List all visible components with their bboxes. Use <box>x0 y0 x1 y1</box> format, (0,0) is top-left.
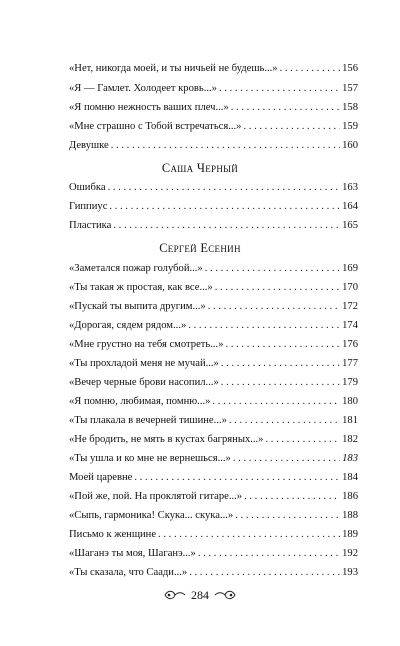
toc-title: «Заметался пожар голубой...» <box>69 263 203 274</box>
toc-entry <box>69 528 358 542</box>
toc-entry <box>69 262 358 276</box>
toc-entry <box>69 101 358 115</box>
toc-page: 169 <box>342 263 358 274</box>
toc-page: 186 <box>342 491 358 502</box>
toc-leader <box>189 566 340 580</box>
toc-entry <box>69 509 358 523</box>
toc-leader <box>221 376 340 390</box>
toc-title: Гиппиус <box>69 201 108 212</box>
toc-leader <box>226 338 341 352</box>
toc-title: «Я помню нежность ваших плеч...» <box>69 102 229 113</box>
toc-leader <box>158 528 340 542</box>
toc-title: «Ты ушла и ко мне не вернешься...» <box>69 453 231 464</box>
toc-page: 159 <box>342 121 358 132</box>
toc-leader <box>235 509 340 523</box>
toc-page: 170 <box>342 282 358 293</box>
toc-page: 174 <box>342 320 358 331</box>
toc-leader <box>113 219 340 233</box>
toc-entry <box>69 490 358 504</box>
toc-title: «Ты сказала, что Саади...» <box>69 567 188 578</box>
toc-leader <box>243 120 340 134</box>
toc-entry <box>69 300 358 314</box>
toc-leader <box>215 281 340 295</box>
toc-title: «Ты такая ж простая, как все...» <box>69 282 213 293</box>
toc-entry <box>69 395 358 409</box>
toc-title: «Пускай ты выпита другим...» <box>69 301 206 312</box>
toc-entry <box>69 200 358 214</box>
toc-page: 164 <box>342 201 358 212</box>
toc-page: 181 <box>342 415 358 426</box>
toc-leader <box>212 395 340 409</box>
toc-entry <box>69 338 358 352</box>
toc-title: «Ты прохладой меня не мучай...» <box>69 358 219 369</box>
toc-title: «Дорогая, сядем рядом...» <box>69 320 187 331</box>
toc-entry <box>69 433 358 447</box>
toc-leader <box>229 414 340 428</box>
toc-entry <box>69 281 358 295</box>
toc-title: «Я помню, любимая, помню...» <box>69 396 211 407</box>
toc-leader <box>280 62 341 76</box>
toc-entry <box>69 414 358 428</box>
toc-page: 179 <box>342 377 358 388</box>
toc-page: 177 <box>342 358 358 369</box>
toc-leader <box>233 452 340 466</box>
toc-leader <box>221 357 340 371</box>
toc-page: 163 <box>342 182 358 193</box>
section-heading-esenin: Сергей Есенин <box>159 241 241 255</box>
toc-title: Девушке <box>69 140 109 151</box>
toc-entry <box>69 319 358 333</box>
toc-title: «Пой же, пой. На проклятой гитаре...» <box>69 491 243 502</box>
toc-page: 158 <box>342 102 358 113</box>
toc-title: «Мне грустно на тебя смотреть...» <box>69 339 224 350</box>
toc-leader <box>205 262 340 276</box>
ornament-right-icon <box>213 589 237 601</box>
toc-page: 192 <box>342 548 358 559</box>
toc-page: 188 <box>342 510 358 521</box>
toc-entry <box>69 566 358 580</box>
toc-title: Моей царевне <box>69 472 133 483</box>
toc-entry <box>69 471 358 485</box>
toc-entry <box>69 62 358 76</box>
page-number: 284 <box>191 587 209 602</box>
toc-entry <box>69 357 358 371</box>
toc-title: Ошибка <box>69 182 106 193</box>
toc-leader <box>188 319 340 333</box>
toc-leader <box>198 547 340 561</box>
toc-title: Пластика <box>69 220 112 231</box>
toc-page: 189 <box>342 529 358 540</box>
toc-leader <box>108 181 341 195</box>
toc-entry <box>69 219 358 233</box>
toc-page: 160 <box>342 140 358 151</box>
toc-page: 183 <box>342 453 358 464</box>
toc-page: 180 <box>342 396 358 407</box>
toc-leader <box>265 433 340 447</box>
toc-title: Письмо к женщине <box>69 529 157 540</box>
toc-page: 193 <box>342 567 358 578</box>
toc-leader <box>111 139 340 153</box>
toc-entry <box>69 547 358 561</box>
toc-title: «Нет, никогда моей, и ты ничьей не будешь...» <box>69 63 278 74</box>
toc-title: «Мне страшно с Тобой встречаться...» <box>69 121 242 132</box>
toc-entry <box>69 452 358 466</box>
page-footer <box>0 587 400 603</box>
toc-leader <box>231 101 340 115</box>
toc-entry <box>69 139 358 153</box>
toc-page: 172 <box>342 301 358 312</box>
toc-page: 176 <box>342 339 358 350</box>
toc-entry <box>69 82 358 96</box>
toc-page: 182 <box>342 434 358 445</box>
toc-title: «Сыпь, гармоника! Скука... скука...» <box>69 510 234 521</box>
toc-leader <box>219 82 340 96</box>
toc-leader <box>244 490 340 504</box>
toc-page: 157 <box>342 83 358 94</box>
toc-entry <box>69 181 358 195</box>
toc-title: «Ты плакала в вечерней тишине...» <box>69 415 227 426</box>
toc-leader <box>208 300 340 314</box>
toc-title: «Вечер черные брови насопил...» <box>69 377 219 388</box>
toc-title: «Шаганэ ты моя, Шаганэ...» <box>69 548 196 559</box>
toc-page: 184 <box>342 472 358 483</box>
toc-page: 156 <box>342 63 358 74</box>
toc-entry <box>69 120 358 134</box>
toc-leader <box>109 200 340 214</box>
toc-leader <box>134 471 340 485</box>
toc-title: «Не бродить, не мять в кустах багряных...» <box>69 434 264 445</box>
toc-page: 165 <box>342 220 358 231</box>
section-heading-chorny: Саша Черный <box>161 161 239 175</box>
toc-title: «Я — Гамлет. Холодеет кровь...» <box>69 83 217 94</box>
toc-entry <box>69 376 358 390</box>
ornament-left-icon <box>163 589 187 601</box>
